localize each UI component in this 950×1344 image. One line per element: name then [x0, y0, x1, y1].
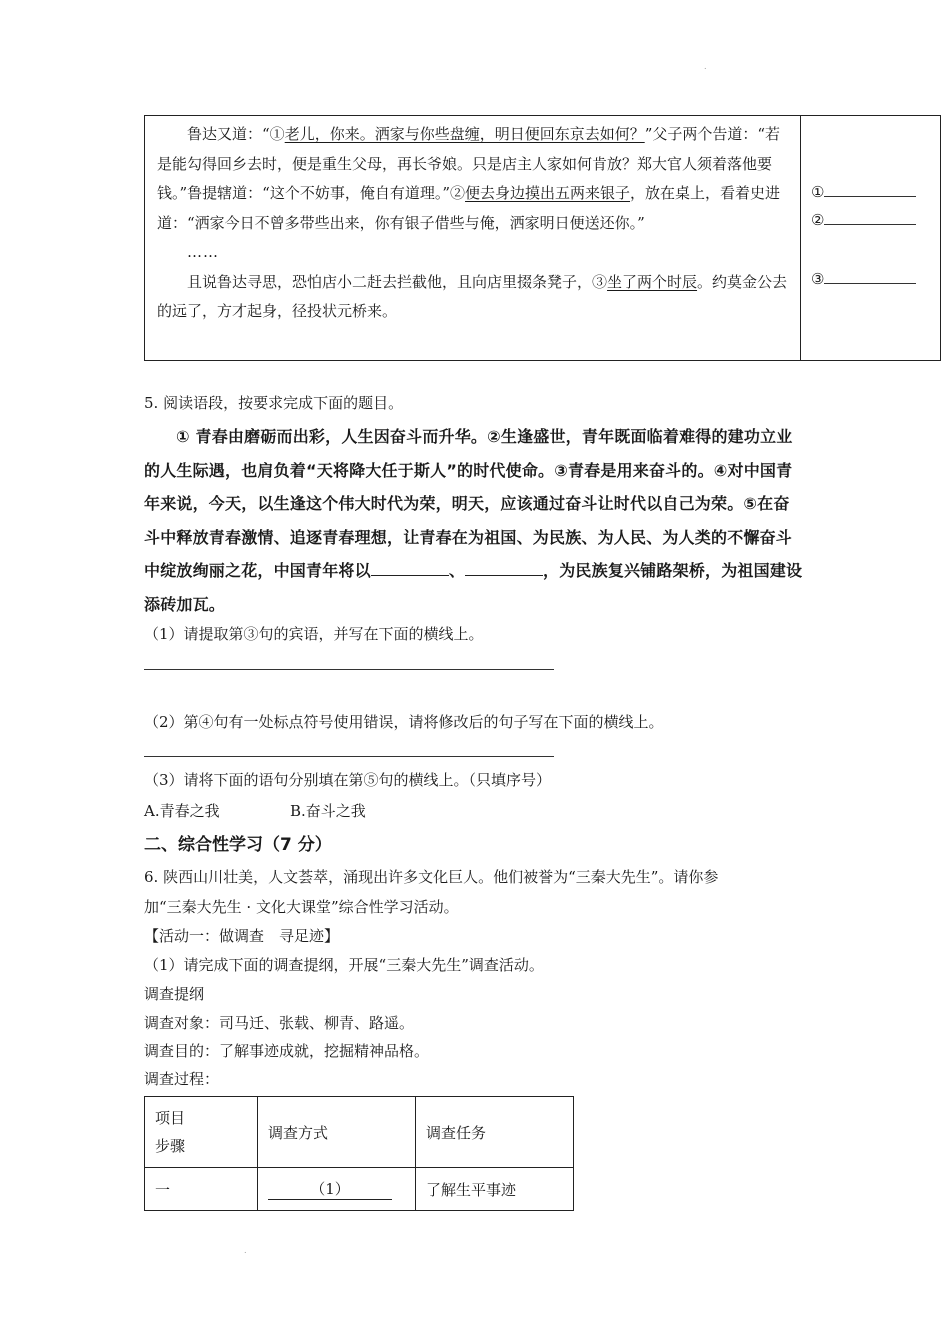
passage-paragraph-1: 鲁达又道：“①老儿，你来。洒家与你些盘缠，明日便回东京去如何？”父子两个告道：“若是能勾得回乡去时，便是重生父母，再长爷娘。只是店主人家如何肯放？郑大官人须着落他要钱。”鲁提辖道：“这个不妨事，俺自有道理。”②便去身边摸出五两来银子，放在桌上，看着史进道：“洒家今日不曾多带些出来，你有银子借些与俺，洒家明日便送还你。”: [157, 125, 781, 232]
header-method: 调查方式: [258, 1097, 416, 1168]
survey-table: [144, 1096, 574, 1211]
header-task: 调查任务: [416, 1097, 574, 1168]
answer-blank-1[interactable]: ①: [811, 182, 916, 201]
passage-table: [144, 115, 941, 361]
page-mark: .: [704, 62, 707, 71]
row-method-cell: [258, 1168, 416, 1211]
row-step: 一: [145, 1168, 258, 1211]
question-5-sub-1: （1）请提取第③句的宾语，并写在下面的横线上。: [144, 625, 484, 643]
option-a: A.青春之我: [144, 802, 220, 820]
survey-process: 调查过程：: [144, 1070, 220, 1088]
question-5-sub-2: （2）第④句有一处标点符号使用错误，请将修改后的句子写在下面的横线上。: [144, 713, 664, 731]
passage-blank-1[interactable]: [371, 559, 449, 576]
survey-target: 调查对象：司马迁、张载、柳青、路遥。: [144, 1014, 415, 1032]
passage-text-cell: [145, 116, 801, 360]
outline-heading: 调查提纲: [144, 985, 205, 1003]
question-6-line-2: 加“三秦大先生 · 文化大课堂”综合性学习活动。: [144, 898, 459, 916]
section-2-title: 二、综合性学习（7 分）: [144, 835, 332, 855]
option-b: B.奋斗之我: [290, 802, 366, 820]
underlined-phrase-2: 便去身边摸出五两来银子: [465, 184, 631, 202]
page-mark-bottom: .: [244, 1246, 247, 1255]
question-5-passage: ① 青春由磨砺而出彩，人生因奋斗而升华。②生逢盛世，青年既面临着难得的建功立业的人生际遇，也肩负着“天将降大任于斯人”的时代使命。③青春是用来奋斗的。④对中国青年来说，今天，以生逢这个伟大时代为荣，明天，应该通过奋斗让时代以自己为荣。⑤在奋斗中释放青春激情、追逐青春理想，让青春在为祖国、为民族、为人民、为人类的不懈奋斗中绽放绚丽之花，中国青年将以 、 ，为民族复兴铺路架桥，为祖国建设添砖加瓦。: [144, 427, 803, 614]
passage-ellipsis: ……: [187, 243, 219, 261]
underlined-phrase-1: 老儿，你来。洒家与你些盘缠，明日便回东京去如何？: [284, 125, 645, 143]
answer-blank-2[interactable]: ②: [811, 210, 916, 229]
underlined-phrase-3: 坐了两个时辰: [607, 272, 698, 291]
answer-blank-3[interactable]: ③: [811, 269, 916, 288]
method-blank[interactable]: （1）: [268, 1178, 392, 1200]
survey-purpose: 调查目的：了解事迹成就，挖掘精神品格。: [144, 1042, 430, 1060]
question-5-title: 5. 阅读语段，按要求完成下面的题目。: [144, 394, 404, 412]
option-list: [144, 800, 366, 821]
answer-line-sub-1[interactable]: [144, 669, 554, 670]
passage-paragraph-2: 且说鲁达寻思，恐怕店小二赶去拦截他，且向店里掇条凳子，③坐了两个时辰。约莫金公去的远了，方才起身，径投状元桥来。: [157, 272, 788, 320]
header-item-step: 项目 步骤: [145, 1097, 258, 1168]
survey-header-row: [145, 1097, 574, 1168]
question-5-sub-3: （3）请将下面的语句分别填在第⑤句的横线上。（只填序号）: [144, 771, 552, 789]
table-row: [145, 1168, 574, 1211]
answer-line-sub-2[interactable]: [144, 756, 554, 757]
activity-heading: 【活动一：做调查 寻足迹】: [144, 927, 340, 945]
passage-blank-2[interactable]: [465, 559, 543, 576]
row-task: 了解生平事迹: [416, 1168, 574, 1211]
question-6-line-1: 6. 陕西山川壮美，人文荟萃，涌现出许多文化巨人。他们被誉为“三秦大先生”。请你参: [144, 868, 719, 886]
question-6-sub-1: （1）请完成下面的调查提纲，开展“三秦大先生”调查活动。: [144, 956, 544, 974]
answer-cell: [801, 116, 940, 360]
